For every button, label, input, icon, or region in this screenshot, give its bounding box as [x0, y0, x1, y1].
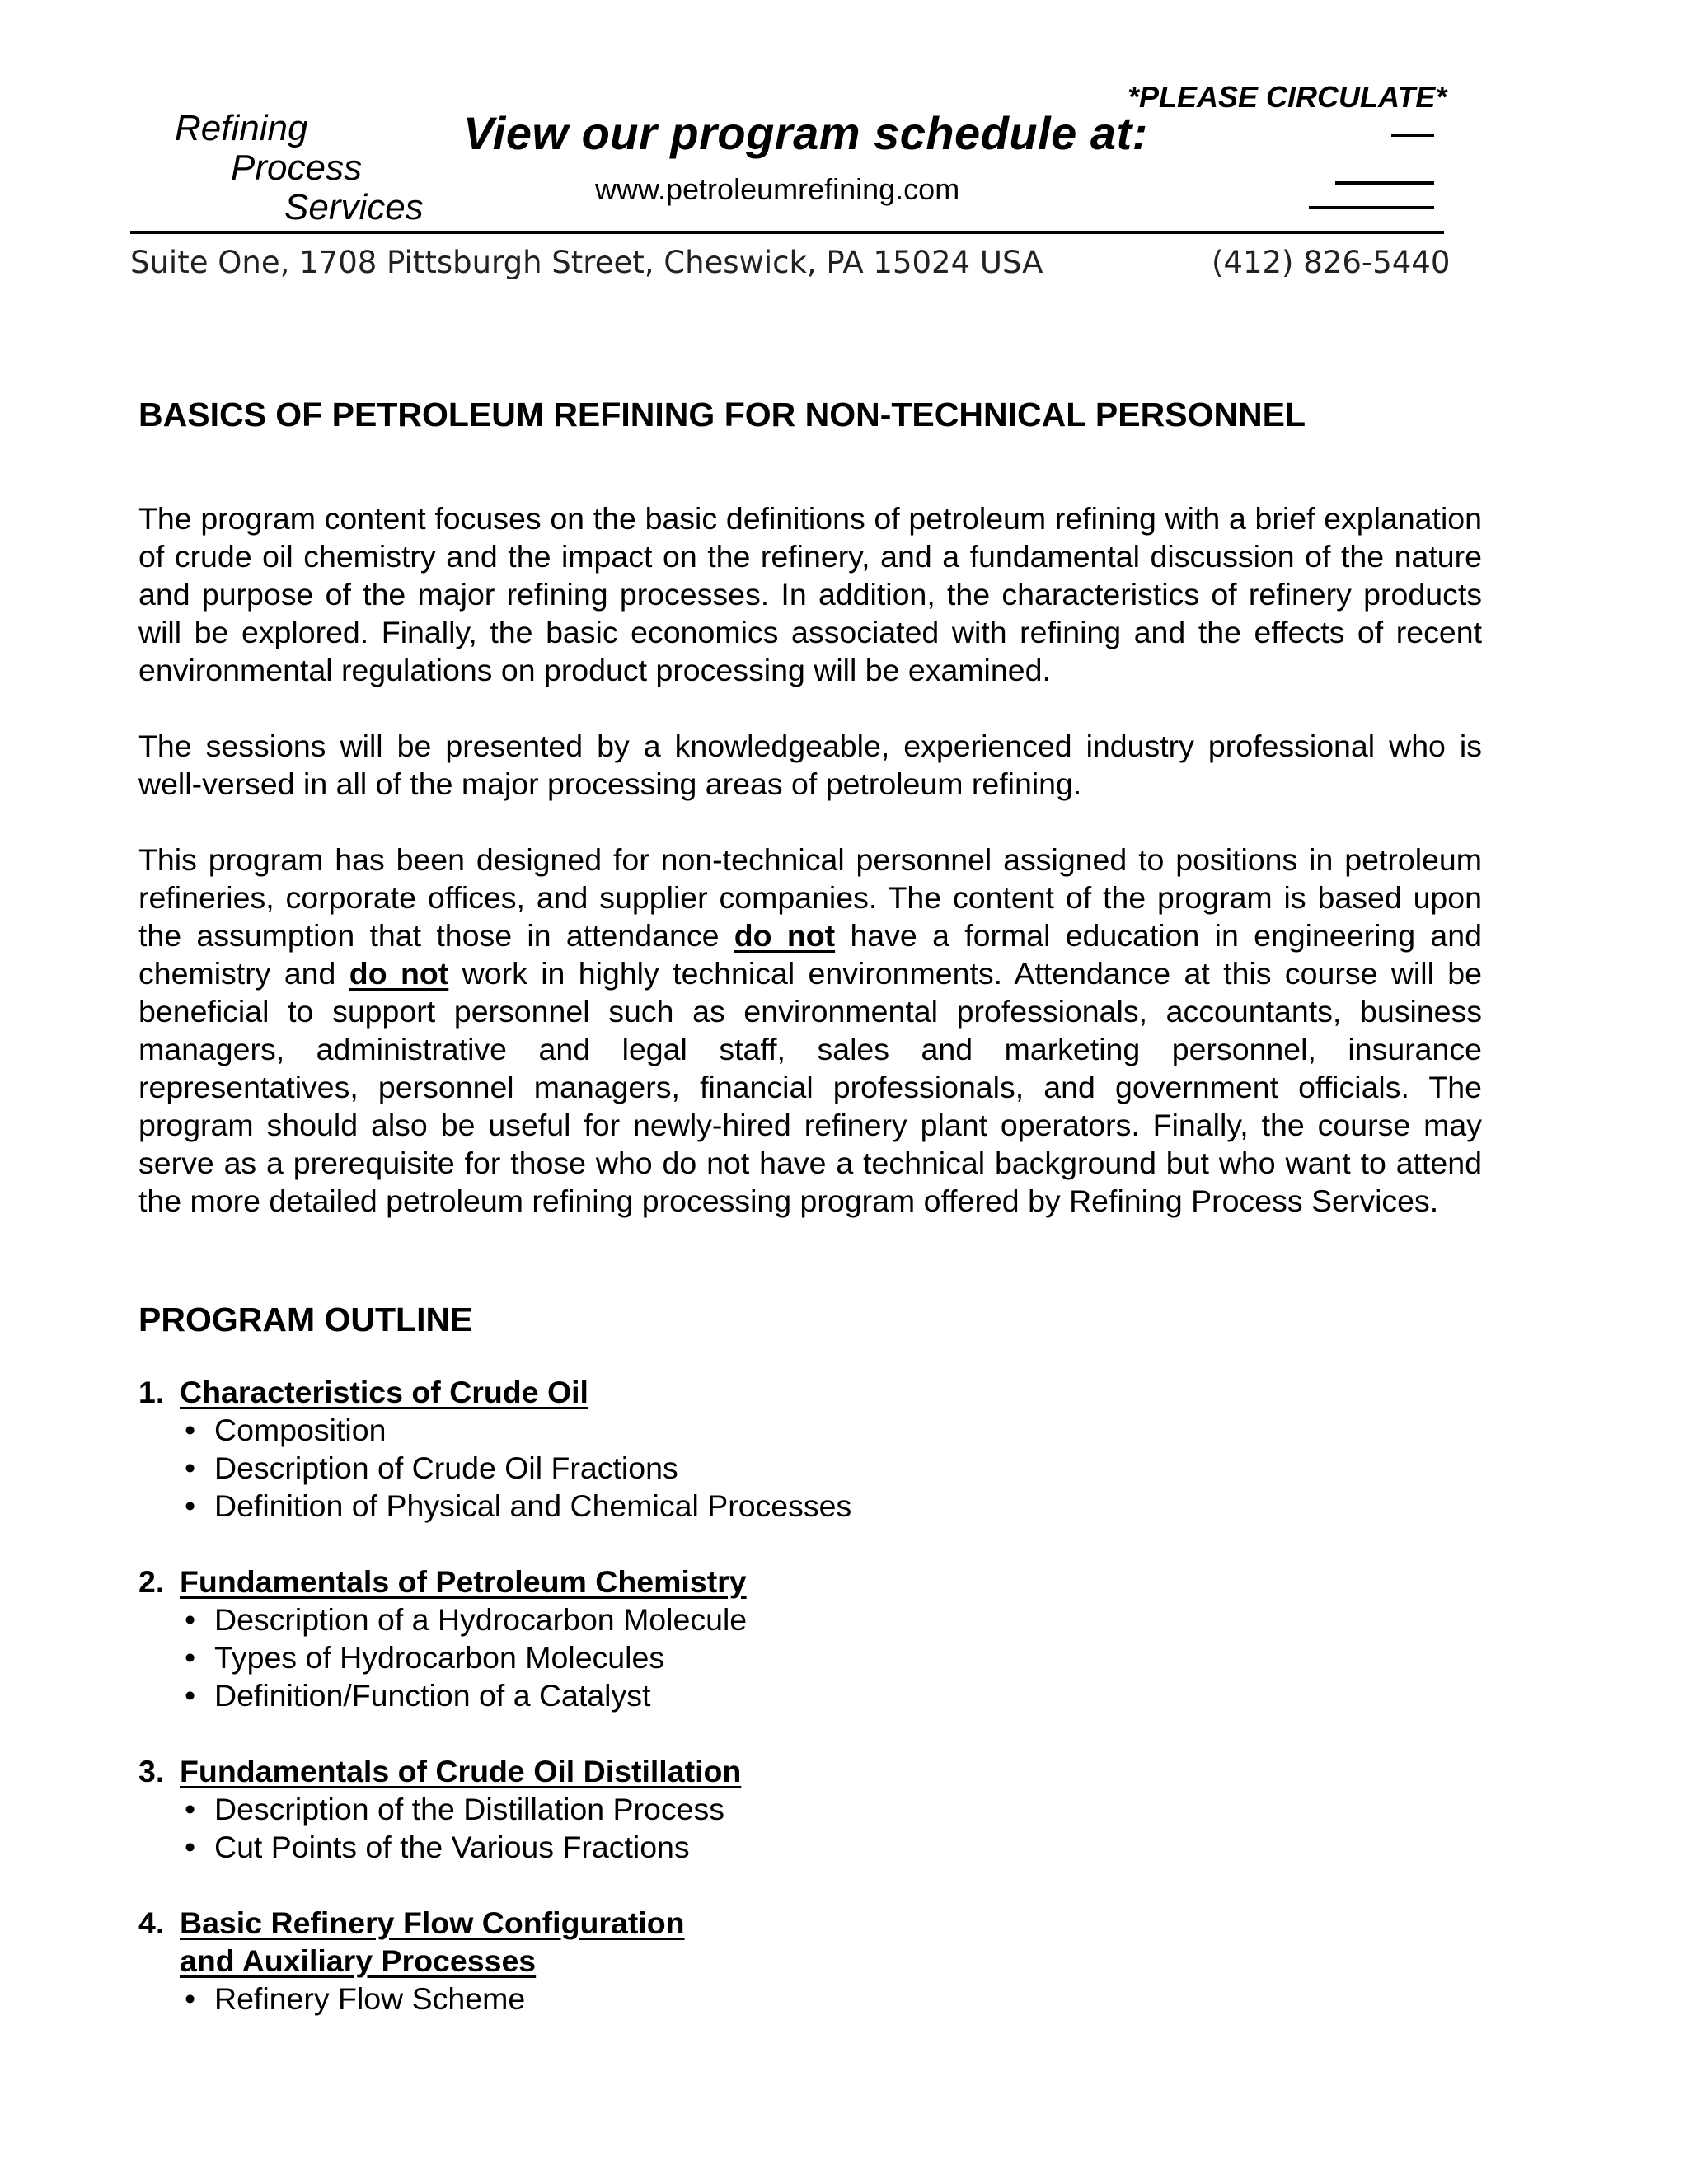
- header-divider: [130, 231, 1444, 234]
- section-number: 3.: [138, 1754, 165, 1788]
- outline-section-heading: [138, 1752, 1482, 1790]
- section-title-block: [180, 1563, 747, 1601]
- section-title-block: [180, 1904, 685, 1980]
- section-items: [138, 1411, 1482, 1525]
- intro-paragraph: The program content focuses on the basic definitions of petroleum refining with a brief explanation of crude oil chemistry and the impact on the refinery, and a fundamental discussion of the nature and purpose of the major refining processes. In addition, the characteristics of refinery products will be explored. Finally, the basic economics associated with refining and the effects of recent environmental regulations on product processing will be examined.: [138, 501, 1482, 687]
- document-body: [138, 394, 1482, 2055]
- list-item-text: Types of Hydrocarbon Molecules: [214, 1640, 665, 1675]
- list-item: [185, 1449, 1482, 1487]
- logo-word-services: Services: [284, 187, 424, 227]
- outline-section: [138, 1752, 1482, 1866]
- bullet-icon: •: [185, 1830, 196, 1864]
- list-item-text: Definition of Physical and Chemical Processes: [214, 1488, 852, 1523]
- audience-text-part: work in highly technical environments. Attendance at this course will be beneficial to support personnel such as environmental professionals, accountants, business managers, administrative and legal staff, sales and marketing personnel, insurance representatives, personnel managers, financial professionals, and government officials. The program should also be useful for newly-hired refinery plant operators. Finally, the course may serve as a prerequisite for those who do not have a technical background but who want to attend the more detailed petroleum refining processing program offered by Refining Process Services.: [138, 956, 1482, 1218]
- routing-line: [1335, 181, 1434, 185]
- program-outline-list: [138, 1373, 1482, 2018]
- section-title: Fundamentals of Petroleum Chemistry: [180, 1564, 747, 1599]
- bullet-icon: •: [185, 1451, 196, 1485]
- section-title-continued: and Auxiliary Processes: [180, 1943, 537, 1978]
- list-item-text: Description of Crude Oil Fractions: [214, 1451, 678, 1485]
- list-item-text: Description of a Hydrocarbon Molecule: [214, 1602, 748, 1637]
- routing-line: [1391, 134, 1434, 137]
- section-items: [138, 1601, 1482, 1714]
- section-number: 1.: [138, 1375, 165, 1409]
- audience-paragraph: [138, 841, 1482, 1220]
- list-item: [185, 1487, 1482, 1525]
- logo-word-refining: Refining: [175, 108, 308, 148]
- section-number: 2.: [138, 1564, 165, 1599]
- bullet-icon: •: [185, 1981, 196, 2016]
- list-item-text: Refinery Flow Scheme: [214, 1981, 526, 2016]
- audience-text-part: have a formal education in engineering and chemistry and: [138, 918, 1482, 991]
- bullet-icon: •: [185, 1678, 196, 1713]
- list-item: [185, 1980, 1482, 2018]
- presenter-paragraph: The sessions will be presented by a knowledgeable, experienced industry professional who is well-versed in all of the major processing areas of petroleum refining.: [138, 729, 1482, 801]
- section-number: 4.: [138, 1905, 165, 1940]
- list-item: [185, 1790, 1482, 1828]
- section-items: [138, 1790, 1482, 1866]
- list-item: [185, 1601, 1482, 1638]
- bullet-icon: •: [185, 1602, 196, 1637]
- outline-section-heading: [138, 1563, 1482, 1601]
- outline-section: [138, 1373, 1482, 1525]
- list-item-text: Definition/Function of a Catalyst: [214, 1678, 651, 1713]
- section-items: [138, 1980, 1482, 2018]
- program-outline-heading: PROGRAM OUTLINE: [138, 1301, 473, 1338]
- outline-section-heading: [138, 1904, 1482, 1980]
- bullet-icon: •: [185, 1413, 196, 1447]
- section-title-block: [180, 1373, 588, 1411]
- website-link[interactable]: www.petroleumrefining.com: [595, 172, 960, 206]
- company-address: Suite One, 1708 Pittsburgh Street, Cheswick, PA 15024 USA: [130, 245, 1043, 280]
- outline-section: [138, 1563, 1482, 1714]
- bullet-icon: •: [185, 1488, 196, 1523]
- document-title: BASICS OF PETROLEUM REFINING FOR NON-TECHNICAL PERSONNEL: [138, 396, 1306, 434]
- outline-section: [138, 1904, 1482, 2018]
- section-title: Basic Refinery Flow Configuration: [180, 1905, 685, 1940]
- list-item-text: Composition: [214, 1413, 387, 1447]
- section-title: Characteristics of Crude Oil: [180, 1375, 588, 1409]
- logo-word-process: Process: [231, 148, 362, 188]
- list-item: [185, 1638, 1482, 1676]
- section-title: Fundamentals of Crude Oil Distillation: [180, 1754, 742, 1788]
- routing-line: [1309, 206, 1434, 209]
- letterhead: [0, 0, 1688, 297]
- please-circulate-label: *PLEASE CIRCULATE*: [1128, 80, 1447, 114]
- bullet-icon: •: [185, 1792, 196, 1826]
- section-title-block: [180, 1752, 741, 1790]
- schedule-heading: View our program schedule at:: [463, 107, 1148, 159]
- emphasis-do-not: do not: [734, 918, 836, 953]
- list-item: [185, 1676, 1482, 1714]
- list-item-text: Description of the Distillation Process: [214, 1792, 725, 1826]
- outline-section-heading: [138, 1373, 1482, 1411]
- bullet-icon: •: [185, 1640, 196, 1675]
- list-item: [185, 1828, 1482, 1866]
- list-item: [185, 1411, 1482, 1449]
- company-phone: (412) 826-5440: [1212, 245, 1451, 280]
- list-item-text: Cut Points of the Various Fractions: [214, 1830, 690, 1864]
- emphasis-do-not: do not: [349, 956, 449, 991]
- audience-text-part: This program has been designed for non-technical personnel assigned to positions in petroleum refineries, corporate offices, and supplier companies. The content of the program is based upon the assumption that those in attendance: [138, 842, 1482, 953]
